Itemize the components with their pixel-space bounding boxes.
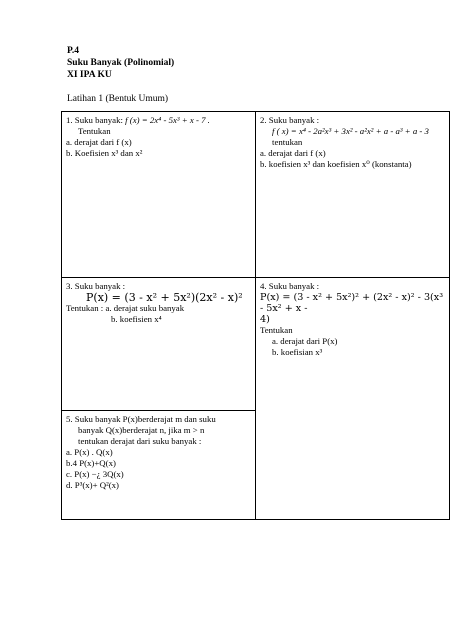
problem-3-cell bbox=[62, 278, 256, 411]
problem-1-cell bbox=[62, 112, 256, 278]
document-code: P.4 bbox=[67, 46, 80, 56]
problem-4-prefix: 4. Suku banyak : bbox=[260, 281, 320, 291]
problem-3-instruction: Tentukan : a. derajat suku banyak bbox=[66, 303, 185, 313]
problem-1-instruction: Tentukan bbox=[78, 126, 111, 136]
problem-5-line-3: tentukan derajat dari suku banyak : bbox=[78, 436, 202, 446]
problem-4-instruction: Tentukan bbox=[260, 325, 293, 335]
problems-table bbox=[61, 111, 450, 520]
problem-2-instruction: tentukan bbox=[272, 137, 303, 147]
problem-3-part-b: b. koefisien x⁴ bbox=[111, 314, 162, 324]
problem-5-part-b: b.4 P(x)+Q(x) bbox=[66, 458, 116, 468]
problem-2-expression: f ( x) = x⁴ - 2a²x³ + 3x² - a²x² + a - a³ + a - 3 bbox=[272, 126, 429, 136]
problem-5-line-1: 5. Suku banyak P(x)berderajat m dan suku bbox=[66, 414, 216, 424]
problem-2-cell bbox=[256, 112, 450, 278]
problem-5-line-2: banyak Q(x)berderajat n, jika m > n bbox=[78, 425, 205, 435]
problem-4-cell bbox=[256, 278, 450, 520]
problem-2-prefix: 2. Suku banyak : bbox=[260, 115, 320, 125]
problem-5-part-d: d. P³(x)+ Q²(x) bbox=[66, 480, 119, 490]
problem-3-prefix: 3. Suku banyak : bbox=[66, 281, 126, 291]
problem-1-part-b: b. Koefisien x³ dan x² bbox=[66, 148, 143, 158]
problem-3-expression: P(x) = (3 - x² + 5x²)(2x² - x)² bbox=[86, 291, 243, 304]
problem-2-part-b: b. koefisien x³ dan koefisien x⁰ (konstanta) bbox=[260, 159, 412, 169]
document-title: Suku Banyak (Polinomial) bbox=[67, 58, 175, 68]
problem-2-part-a: a. derajat dari f (x) bbox=[260, 148, 326, 158]
problem-1-expression: f (x) = 2x⁴ - 5x³ + x - 7 . bbox=[125, 115, 210, 125]
problem-1-part-a: a. derajat dari f (x) bbox=[66, 137, 132, 147]
problem-4-part-b: b. koefisian x³ bbox=[272, 347, 323, 357]
problem-4-expression-line-1: P(x) = (3 - x² + 5x²)² + (2x² - x)² - 3(x³ - 5x² + x - bbox=[260, 292, 444, 314]
problem-4-part-a: a. derajat dari P(x) bbox=[272, 336, 338, 346]
problem-5-part-c: c. P(x) −¿ 3Q(x) bbox=[66, 469, 124, 479]
problem-4-expression-line-2: 4) bbox=[260, 314, 270, 325]
problem-1-prefix: 1. Suku banyak: bbox=[66, 115, 126, 125]
problem-5-cell bbox=[62, 411, 256, 520]
document-class: XI IPA KU bbox=[67, 70, 112, 80]
exercise-label: Latihan 1 (Bentuk Umum) bbox=[67, 94, 169, 104]
problem-5-part-a: a. P(x) . Q(x) bbox=[66, 447, 113, 457]
